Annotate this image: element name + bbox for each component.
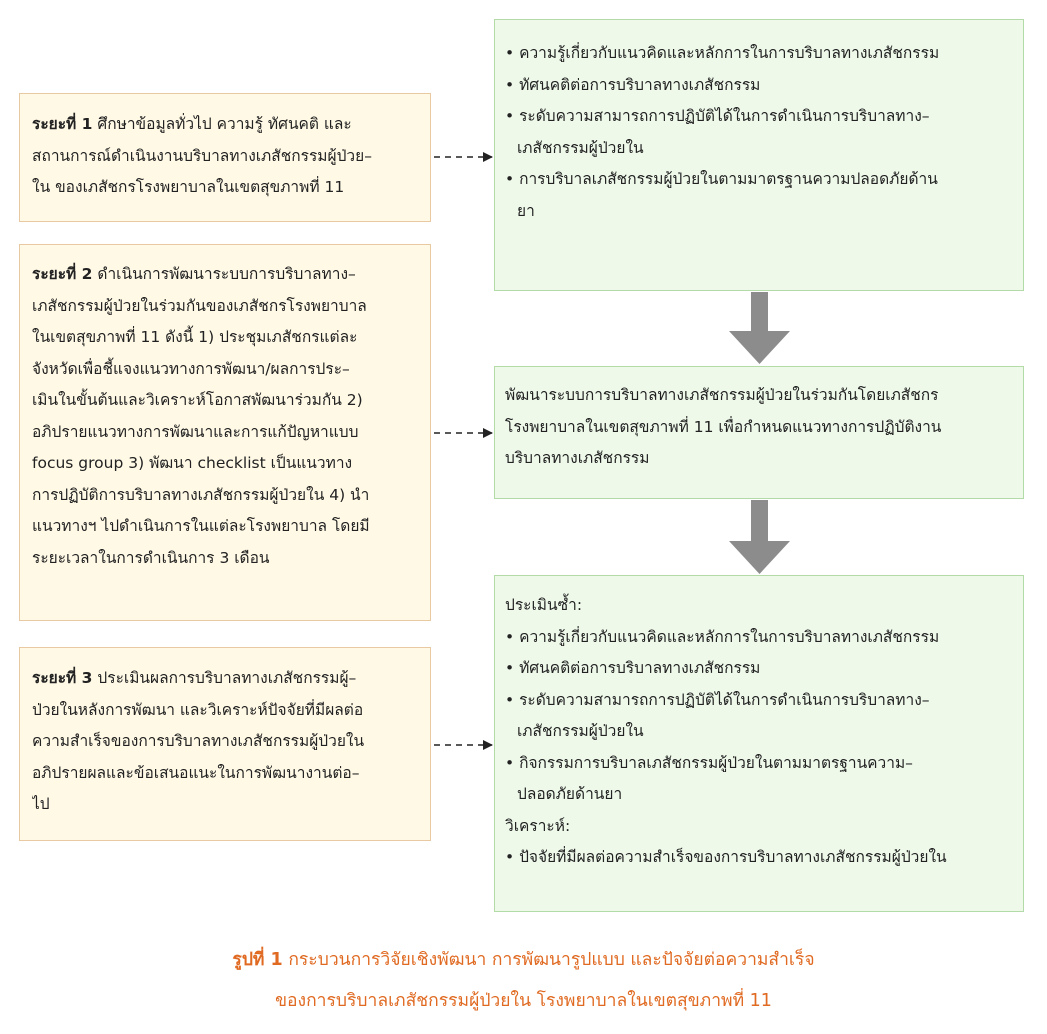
outcome-3-heading-analysis: วิเคราะห์: xyxy=(505,816,571,835)
down-arrow-2 xyxy=(729,500,790,574)
phase-1-line: ศึกษาข้อมูลทั่วไป ความรู้ ทัศนคติ และ xyxy=(97,115,352,133)
phase-2-line: focus group 3) พัฒนา checklist เป็นแนวทาง xyxy=(32,454,353,472)
outcome-3-bullet: • ระดับความสามารถการปฏิบัติได้ในการดำเนินการบริบาลทาง– xyxy=(505,685,1013,717)
outcome-3-bullet-cont: เภสัชกรรมผู้ป่วยใน xyxy=(517,722,644,740)
figure-caption-line-2: ของการบริบาลเภสัชกรรมผู้ป่วยใน โรงพยาบาลในเขตสุขภาพที่ 11 xyxy=(275,991,772,1011)
phase-2-label: ระยะที่ 2 xyxy=(32,265,93,283)
phase-3-label: ระยะที่ 3 xyxy=(32,669,93,687)
phase-3-line: ประเมินผลการบริบาลทางเภสัชกรรมผู้– xyxy=(97,669,357,687)
outcome-1-bullet: • ความรู้เกี่ยวกับแนวคิดและหลักการในการบริบาลทางเภสัชกรรม xyxy=(505,38,1013,70)
phase-1-line: สถานการณ์ดำเนินงานบริบาลทางเภสัชกรรมผู้ป่วย– xyxy=(32,146,372,165)
outcome-2-line: โรงพยาบาลในเขตสุขภาพที่ 11 เพื่อกำหนดแนวทางการปฏิบัติงาน xyxy=(505,417,942,436)
phase-2-line: ในเขตสุขภาพที่ 11 ดังนี้ 1) ประชุมเภสัชกรแต่ละ xyxy=(32,328,358,346)
phase-3-line: ความสำเร็จของการบริบาลทางเภสัชกรรมผู้ป่วยใน xyxy=(32,732,365,750)
phase-2-line: แนวทางฯ ไปดำเนินการในแต่ละโรงพยาบาล โดยมี xyxy=(32,517,370,535)
down-arrow-1 xyxy=(729,292,790,364)
outcome-1-bullet: • การบริบาลเภสัชกรรมผู้ป่วยในตามมาตรฐานความปลอดภัยด้าน xyxy=(505,164,1013,196)
outcome-1-bullet: • ทัศนคติต่อการบริบาลทางเภสัชกรรม xyxy=(505,70,1013,102)
phase-2-line: เมินในขั้นต้นและวิเคราะห์โอกาสพัฒนาร่วมกัน 2) xyxy=(32,391,363,409)
outcome-2-line: บริบาลทางเภสัชกรรม xyxy=(505,449,650,467)
outcome-3-bullet: • ความรู้เกี่ยวกับแนวคิดและหลักการในการบริบาลทางเภสัชกรรม xyxy=(505,622,1013,654)
outcome-3-bullet: • กิจกรรมการบริบาลเภสัชกรรมผู้ป่วยในตามมาตรฐานความ– xyxy=(505,748,1013,780)
phase-2-line: ระยะเวลาในการดำเนินการ 3 เดือน xyxy=(32,548,270,567)
phase-3-line: ป่วยในหลังการพัฒนา และวิเคราะห์ปัจจัยที่มีผลต่อ xyxy=(32,700,364,719)
outcome-3-bullet: • ทัศนคติต่อการบริบาลทางเภสัชกรรม xyxy=(505,653,1013,685)
phase-2-line: การปฏิบัติการบริบาลทางเภสัชกรรมผู้ป่วยใน 4) นำ xyxy=(32,485,370,504)
phase-1-label: ระยะที่ 1 xyxy=(32,115,93,133)
outcome-1-bullet-cont: ยา xyxy=(517,201,535,220)
phase-3-line: อภิปรายผลและข้อเสนอแนะในการพัฒนางานต่อ– xyxy=(32,763,360,782)
outcome-1-bullet: • ระดับความสามารถการปฏิบัติได้ในการดำเนินการบริบาลทาง– xyxy=(505,101,1013,133)
figure-caption-line-1: กระบวนการวิจัยเชิงพัฒนา การพัฒนารูปแบบ และปัจจัยต่อความสำเร็จ xyxy=(288,950,815,970)
phase-3-line: ไป xyxy=(32,795,50,813)
outcome-3-heading: ประเมินซ้ำ: xyxy=(505,596,583,614)
outcome-3-bullet-cont: ปลอดภัยด้านยา xyxy=(517,785,623,803)
outcome-3-bullet: • ปัจจัยที่มีผลต่อความสำเร็จของการบริบาลทางเภสัชกรรมผู้ป่วยใน xyxy=(505,842,1013,874)
phase-2-line: เภสัชกรรมผู้ป่วยในร่วมกันของเภสัชกรโรงพยาบาล xyxy=(32,296,367,315)
figure-caption-label: รูปที่ 1 xyxy=(232,950,283,970)
outcome-1-bullet-cont: เภสัชกรรมผู้ป่วยใน xyxy=(517,138,644,157)
figure-caption xyxy=(0,942,1047,978)
phase-2-line: อภิปรายแนวทางการพัฒนาและการแก้ปัญหาแบบ xyxy=(32,422,359,441)
outcome-2-line: พัฒนาระบบการบริบาลทางเภสัชกรรมผู้ป่วยในร่วมกันโดยเภสัชกร xyxy=(505,386,939,404)
phase-1-line: ใน ของเภสัชกรโรงพยาบาลในเขตสุขภาพที่ 11 xyxy=(32,178,345,196)
figure-caption-line-2-row xyxy=(0,983,1047,1019)
phase-2-line: จังหวัดเพื่อชี้แจงแนวทางการพัฒนา/ผลการประ– xyxy=(32,359,350,378)
phase-2-line: ดำเนินการพัฒนาระบบการบริบาลทาง– xyxy=(97,265,356,283)
